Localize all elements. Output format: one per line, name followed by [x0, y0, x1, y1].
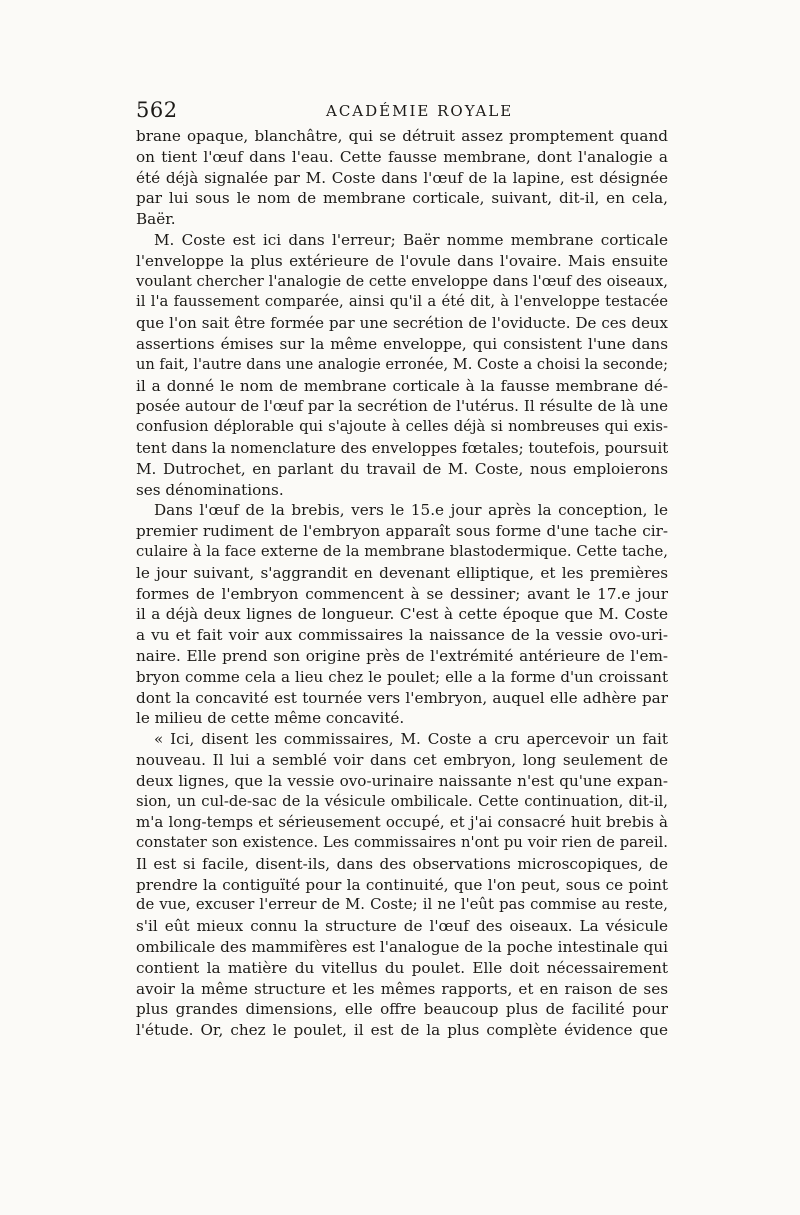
paragraph-start-line: Dans l'œuf de la brebis, vers le 15.e jour après la conception, le — [154, 501, 668, 520]
text-line: dont la concavité est tournée vers l'embryon, auquel elle adhère par — [136, 688, 668, 707]
page-number: 562 — [136, 98, 178, 122]
text-line: a vu et fait voir aux commissaires la naissance de la vessie ovo-uri- — [136, 626, 668, 645]
text-line: prendre la contiguïté pour la continuité, que l'on peut, sous ce point — [136, 875, 668, 894]
text-line: l'enveloppe la plus extérieure de l'ovule dans l'ovaire. Mais ensuite — [136, 251, 668, 270]
text-line: Il est si facile, disent-ils, dans des observations microscopiques, de — [136, 854, 668, 873]
text-line: M. Dutrochet, en parlant du travail de M. Coste, nous emploierons — [136, 459, 668, 478]
text-line: brane opaque, blanchâtre, qui se détruit assez promptement quand — [136, 127, 668, 145]
text-line: voulant chercher l'analogie de cette enveloppe dans l'œuf des oiseaux, — [136, 272, 668, 290]
text-line: il a donné le nom de membrane corticale à la fausse membrane dé- — [136, 376, 668, 395]
text-line: été déjà signalée par M. Coste dans l'œuf de la lapine, est désignée — [136, 168, 668, 187]
text-line: contient la matière du vitellus du poulet. Elle doit nécessairement — [136, 958, 668, 977]
text-line: par lui sous le nom de membrane corticale, suivant, dit-il, en cela, — [136, 189, 668, 208]
text-line: de vue, excuser l'erreur de M. Coste; il ne l'eût pas commise au reste, — [136, 896, 668, 914]
text-line: l'étude. Or, chez le poulet, il est de la plus complète évidence que — [136, 1021, 668, 1040]
text-line: confusion déplorable qui s'ajoute à celles déjà si nombreuses qui exis- — [136, 418, 668, 436]
text-line: ombilicale des mammifères est l'analogue de la poche intestinale qui — [136, 938, 668, 957]
text-line: le milieu de cette même concavité. — [136, 709, 405, 728]
text-line: s'il eût mieux connu la structure de l'œuf des oiseaux. La vésicule — [136, 917, 668, 936]
text-line: sion, un cul-de-sac de la vésicule ombilicale. Cette continuation, dit-il, — [136, 792, 668, 810]
body-text — [136, 126, 668, 1041]
text-line: que l'on sait être formée par une secrétion de l'oviducte. De ces deux — [136, 314, 668, 333]
paragraph-start-line: « Ici, disent les commissaires, M. Coste a cru apercevoir un fait — [154, 730, 668, 749]
text-line: avoir la même structure et les mêmes rapports, et en raison de ses — [136, 979, 668, 998]
text-line: naire. Elle prend son origine près de l'extrémité antérieure de l'em- — [136, 646, 668, 665]
text-line: le jour suivant, s'aggrandit en devenant elliptique, et les premières — [136, 563, 668, 582]
text-line: deux lignes, que la vessie ovo-urinaire naissante n'est qu'une expan- — [136, 771, 668, 790]
text-line: assertions émises sur la même enveloppe, qui consistent l'une dans — [136, 334, 668, 353]
text-line: plus grandes dimensions, elle offre beaucoup plus de facilité pour — [136, 1000, 668, 1019]
text-line: culaire à la face externe de la membrane blastodermique. Cette tache, — [136, 542, 668, 560]
text-line: formes de l'embryon commencent à se dessiner; avant le 17.e jour — [136, 584, 668, 603]
text-line: un fait, l'autre dans une analogie erronée, M. Coste a choisi la seconde; — [136, 355, 668, 373]
text-line: m'a long-temps et sérieusement occupé, et j'ai consacré huit brebis à — [136, 813, 668, 832]
text-line: posée autour de l'œuf par la secrétion de l'utérus. Il résulte de là une — [136, 397, 668, 416]
text-line: tent dans la nomenclature des enveloppes fœtales; toutefois, poursuit — [136, 438, 668, 457]
text-line: nouveau. Il lui a semblé voir dans cet embryon, long seulement de — [136, 750, 668, 769]
text-line: constater son existence. Les commissaires n'ont pu voir rien de pareil. — [136, 834, 668, 852]
paragraph-start-line: M. Coste est ici dans l'erreur; Baër nomme membrane corticale — [154, 230, 668, 249]
text-line: bryon comme cela a lieu chez le poulet; elle a la forme d'un croissant — [136, 667, 668, 686]
text-line: Baër. — [136, 210, 176, 229]
text-line: premier rudiment de l'embryon apparaît sous forme d'une tache cir- — [136, 522, 668, 541]
text-line: il a déjà deux lignes de longueur. C'est à cette époque que M. Coste — [136, 605, 668, 624]
running-title: ACADÉMIE ROYALE — [326, 102, 514, 120]
text-line: il l'a faussement comparée, ainsi qu'il a été dit, à l'enveloppe testacée — [136, 293, 668, 311]
text-line: ses dénominations. — [136, 480, 284, 499]
text-line: on tient l'œuf dans l'eau. Cette fausse membrane, dont l'analogie a — [136, 147, 668, 166]
page-header — [136, 98, 668, 122]
